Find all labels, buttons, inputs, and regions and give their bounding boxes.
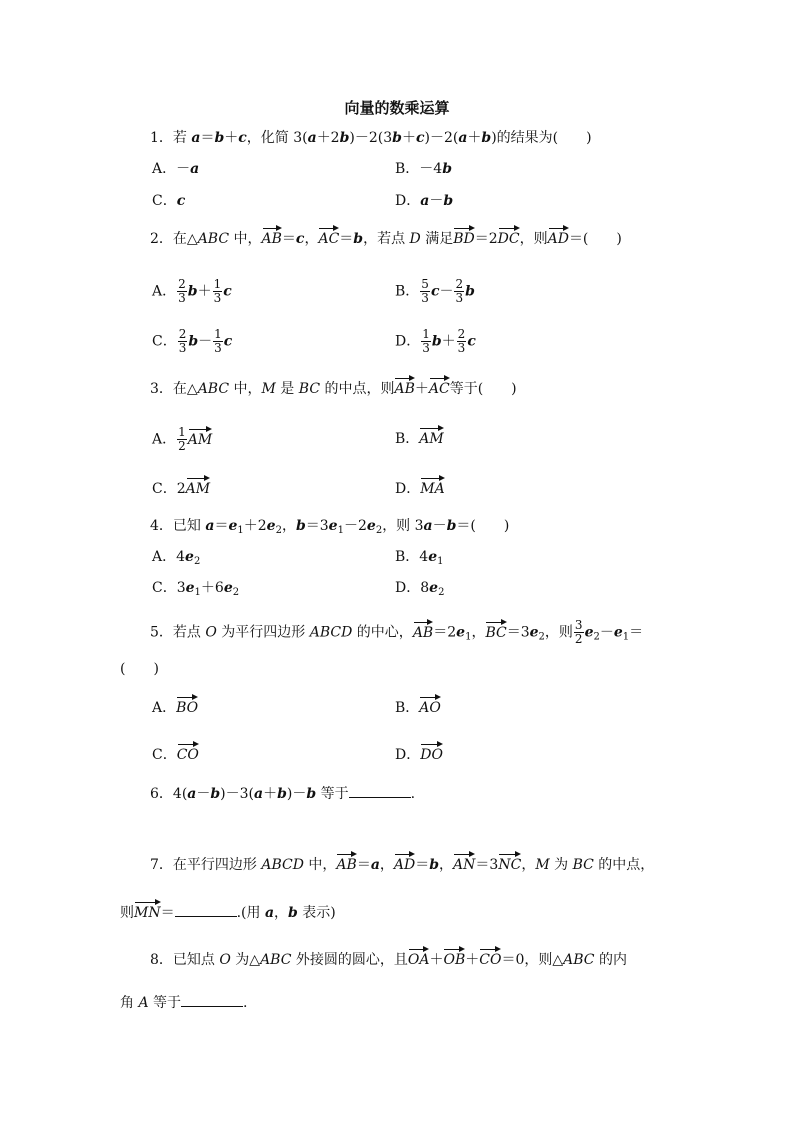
question-4: 4．已知 $a=e_1+2e_2$，$b=3e_1-2e_2$，则 3a－b＝( ) (150, 518, 510, 536)
question-2: 2．在△ABC 中，AB＝c，AC＝b，若点 D 满足BD＝2DC，则AD＝( ) (150, 226, 622, 249)
answer-blank[interactable] (181, 994, 243, 1007)
q3-option-d: D．MA (395, 476, 445, 499)
question-7: 7．在平行四边形 ABCD 中，AB＝a，AD＝b，AN＝3NC，M 为 BC 的中点， (150, 852, 654, 875)
q5-option-b: B．AO (395, 695, 441, 718)
q4-option-d: D．$8e_2$ (395, 580, 445, 598)
q1-option-c: C．c (152, 193, 186, 209)
q5-option-c: C．CO (152, 742, 199, 765)
question-3: 3．在△ABC 中，M 是 BC 的中点，则AB＋AC等于( ) (150, 376, 517, 399)
question-1: 1．若 a＝b＋c，化简 3(a＋2b)－2(3b＋c)－2(a＋b)的结果为( ) (150, 130, 592, 146)
q1-option-d: D．a－b (395, 193, 454, 209)
question-5-continued: ( ) (120, 661, 159, 677)
q2-option-d: D． $\frac{1}{3}$ b＋ $\frac{2}{3}$ c (395, 327, 476, 355)
q1-option-a: A．－a (152, 161, 200, 177)
q2-option-c: C． $\frac{2}{3}$ b－ $\frac{1}{3}$ c (152, 327, 233, 355)
q4-option-b: B．$4e_1$ (395, 549, 444, 567)
question-6: 6．4(a－b)－3(a＋b)－b 等于 . (150, 786, 416, 802)
q5-option-a: A．BO (152, 695, 198, 718)
question-8: 8．已知点 O 为△ABC 外接圆的圆心，且OA＋OB＋CO＝0，则△ABC 的内 (150, 947, 627, 970)
q2-option-a: A． $\frac{2}{3}$ b＋ $\frac{1}{3}$ c (152, 277, 232, 305)
q4-option-c: C．$3e_1+6e_2$ (152, 580, 240, 598)
q3-option-a: A． $\frac{1}{2}$ AM (152, 425, 213, 453)
answer-blank[interactable] (175, 904, 237, 917)
q1-option-b: B．－4b (395, 161, 452, 177)
question-8-continued: 角 A 等于 . (120, 995, 248, 1011)
page-title: 向量的数乘运算 (344, 99, 450, 117)
q3-option-b: B．AM (395, 426, 444, 449)
answer-blank[interactable] (349, 785, 411, 798)
q5-option-d: D．DO (395, 742, 443, 765)
q4-option-a: A．$4e_2$ (152, 549, 201, 567)
question-5: 5．若点 O 为平行四边形 ABCD 的中心，$AB=2e_1$，$BC=3e_2$，则 $\frac{3}{2}$ $e_2-e_1=$ (150, 618, 644, 646)
question-7-continued: 则MN＝ .(用 a，b 表示) (120, 900, 336, 923)
q3-option-c: C．2AM (152, 476, 210, 499)
q2-option-b: B． $\frac{5}{3}$ c－ $\frac{2}{3}$ b (395, 277, 475, 305)
